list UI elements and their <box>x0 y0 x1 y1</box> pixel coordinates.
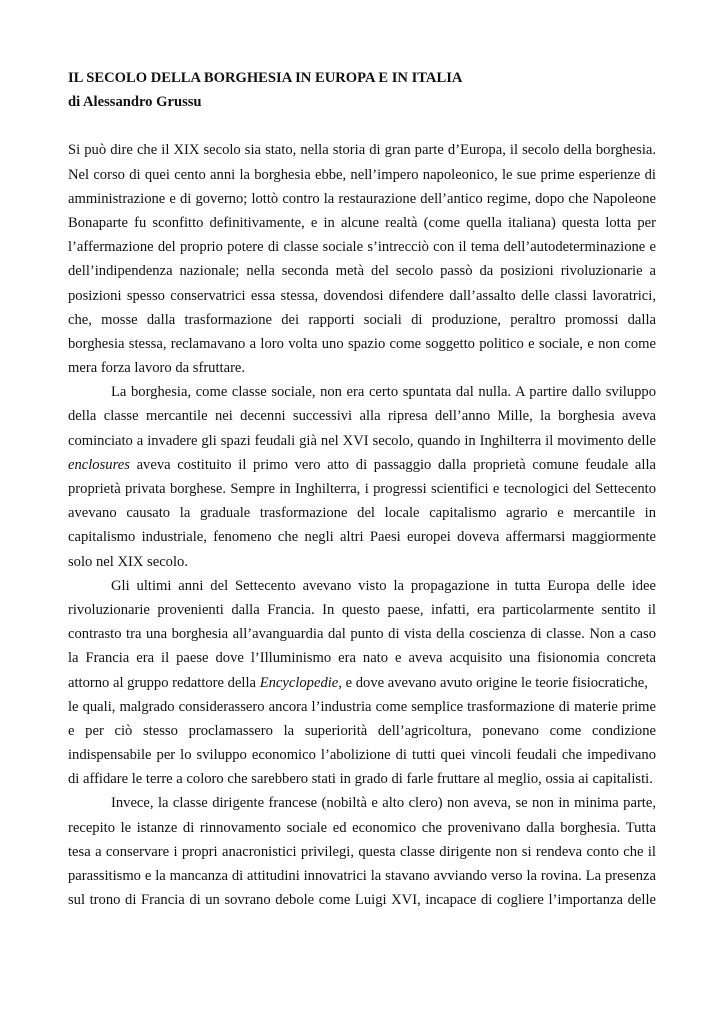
paragraph-3 <box>68 574 656 792</box>
text-line: contrasto tra una borghesia all’avanguardia dal punto di vista della coscienza di classe. Non a caso <box>68 626 656 643</box>
text-fragment: aveva costituito il primo vero atto di passaggio dalla proprietà comune feudale alla <box>136 456 656 473</box>
text-line: rivoluzionarie provenienti dalla Francia. In questo paese, infatti, era particolarmente sentito il <box>68 601 656 618</box>
text-line: e per ciò stesso proclamassero la superiorità dell’agricoltura, ponevano come condizione <box>68 722 656 739</box>
paragraph-4 <box>68 791 656 912</box>
document-author: di Alessandro Grussu <box>68 94 202 111</box>
text-line: Gli ultimi anni del Settecento avevano visto la propagazione in tutta Europa delle idee <box>111 577 656 594</box>
text-line: La borghesia, come classe sociale, non era certo spuntata dal nulla. A partire dallo sviluppo <box>111 384 656 401</box>
text-line: Si può dire che il XIX secolo sia stato, nella storia di gran parte d’Europa, il secolo della borghesia. <box>68 142 656 159</box>
italic-term: Encyclopedie <box>259 674 339 691</box>
text-line: proprietà privata borghese. Sempre in Inghilterra, i progressi scientifici e tecnologici del Settecento <box>68 481 656 498</box>
text-line: che, mosse dalla trasformazione dei rapporti sociali di produzione, peraltro promossi dalla <box>68 311 656 328</box>
text-fragment: , e dove avevano avuto origine le teorie fisiocratiche, <box>338 674 648 691</box>
text-line: Nel corso di quei cento anni la borghesia ebbe, nell’impero napoleonico, le sue prime esperienze di <box>68 166 656 183</box>
text-line: Invece, la classe dirigente francese (nobiltà e alto clero) non aveva, se non in minima parte, <box>111 795 656 812</box>
text-line: cominciato a invadere gli spazi feudali già nel XVI secolo, quando in Inghilterra il movimento delle <box>68 432 656 449</box>
text-line: Bonaparte fu sconfitto definitivamente, e in alcune realtà (come quella italiana) questa lotta per <box>68 214 656 231</box>
document-title: IL SECOLO DELLA BORGHESIA IN EUROPA E IN ITALIA <box>68 70 463 86</box>
document-page <box>68 66 656 912</box>
text-line: indispensabile per lo sviluppo economico l’abolizione di tutti quei vincoli feudali che impedivano <box>68 747 656 764</box>
text-line: solo nel XIX secolo. <box>68 553 188 570</box>
text-line: dell’indipendenza nazionale; nella seconda metà del secolo passò da posizioni rivoluzionarie a <box>68 263 656 280</box>
text-line: recepito le istanze di rinnovamento sociale ed economico che provenivano dalla borghesia. Tutta <box>68 819 656 836</box>
text-line: di affidare le terre a coloro che sarebbero stati in grado di farle fruttare al meglio, ossia ai capitalisti. <box>68 771 653 788</box>
text-line: tesa a conservare i propri anacronistici privilegi, questa classe dirigente non si rendeva conto che il <box>68 843 656 860</box>
text-line: amministrazione e di governo; lottò contro la restaurazione dell’antico regime, dopo che Napoleone <box>68 190 656 207</box>
text-line-with-italic <box>68 453 656 477</box>
text-line: posizioni spesso conservatrici essa stessa, dovendosi difendere dall’assalto delle classi lavoratrici, <box>68 287 656 304</box>
text-line: parassitismo e la mancanza di attitudini innovatrici la stavano avviando verso la rovina. La presenza <box>68 868 656 885</box>
text-fragment: attorno al gruppo redattore della <box>68 674 257 691</box>
text-line-with-italic <box>68 671 656 695</box>
text-line: capitalismo industriale, fenomeno che negli altri Paesi europei doveva affermarsi maggiormente <box>68 529 656 546</box>
text-line: mera forza lavoro da sfruttare. <box>68 360 246 377</box>
text-line: avevano causato la graduale trasformazione del locale capitalismo agrario e mercantile in <box>68 505 656 522</box>
text-line: borghesia stessa, reclamavano a loro volta uno spazio come soggetto politico e sociale, e non come <box>68 335 656 352</box>
text-line: l’affermazione del proprio potere di classe sociale s’intrecciò con il tema dell’autodeterminazione e <box>68 239 656 256</box>
text-line: la Francia era il paese dove l’Illuminismo era nato e aveva acquisito una fisionomia concreta <box>68 650 656 667</box>
text-line: sul trono di Francia di un sovrano debole come Luigi XVI, incapace di cogliere l’importanza delle <box>68 892 656 909</box>
italic-term: enclosures <box>68 456 130 473</box>
paragraph-2 <box>68 380 656 574</box>
paragraph-1 <box>68 138 656 380</box>
text-line: della classe mercantile nei decenni successivi alla ripresa dell’anno Mille, la borghesia aveva <box>68 408 656 425</box>
text-line: le quali, malgrado considerassero ancora l’industria come semplice trasformazione di materie prime <box>68 698 656 715</box>
